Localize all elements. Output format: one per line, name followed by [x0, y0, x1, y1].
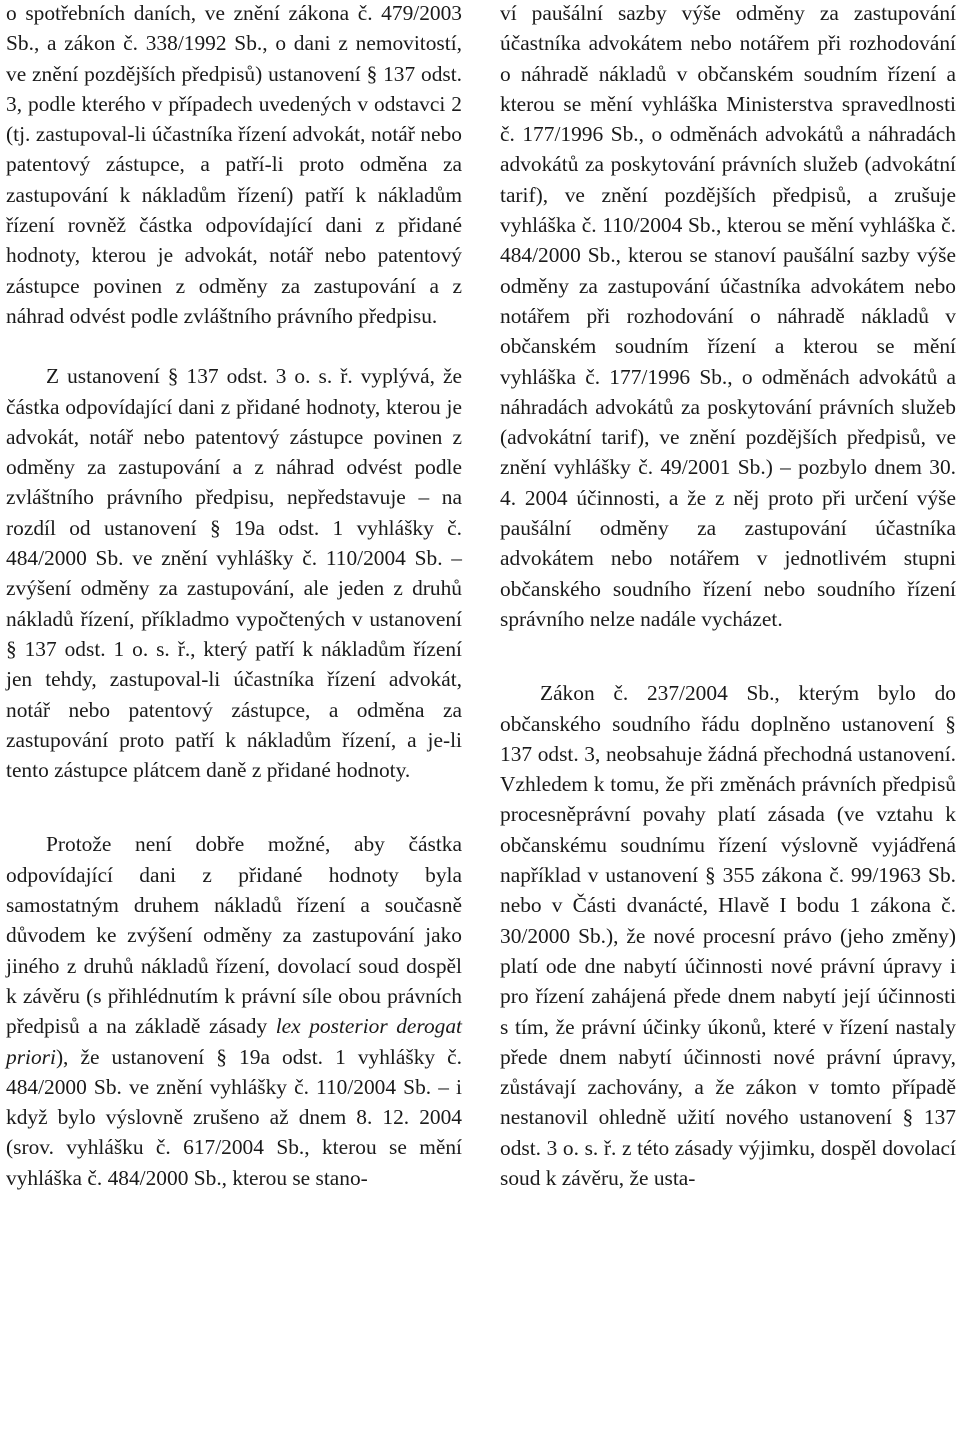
- right-column: [500, 0, 956, 1193]
- left-paragraph-3: [6, 829, 462, 1193]
- left-column: [6, 0, 462, 1193]
- left-paragraph-3-text-a: Protože není dobře možné, aby částka odpovídající dani z přidané hodnoty byla samostatným druhem nákladů řízení a současně důvodem ke zvýšení odměny za zastupování jako jiného z druhů nákladů řízení, dovolací soud dospěl k závěru (s přihlédnutím k právní síle obou právních předpisů a na základě zásady: [6, 832, 462, 1039]
- left-paragraph-3-text-b: ), že ustanovení § 19a odst. 1 vyhlášky č. 484/2000 Sb. ve znění vyhlášky č. 110/2004 Sb. – i když bylo výslovně zrušeno až dnem 8. 12. 2004 (srov. vyhlášku č. 617/2004 Sb., kterou se mění vyhláška č. 484/2000 Sb., kterou se stano-: [6, 1044, 462, 1190]
- right-paragraph-2: Zákon č. 237/2004 Sb., kterým bylo do občanského soudního řádu doplněno ustanovení § 137 odst. 3, neobsahuje žádná přechodná ustanovení. Vzhledem k tomu, že při změnách právních předpisů procesněprávní povahy platí zásada (ve vztahu k občanskému soudnímu řízení výslovně vyjádřená například v ustanovení § 355 zákona č. 99/1963 Sb. nebo v Části dvanácté, Hlavě I bodu 1 zákona č. 30/2000 Sb.), že nové procesní právo (jeho změny) platí ode dne nabytí účinnosti nové právní úpravy i pro řízení zahájená přede dnem nabytí její účinnosti s tím, že právní účinky úkonů, které v řízení nastaly přede dnem nabytí účinnosti nové právní úpravy, zůstávají zachovány, a že zákon v tomto případě nestanovil ohledně užití nového ustanovení § 137 odst. 3 o. s. ř. z této zásady výjimku, dospěl dovolací soud k závěru, že usta-: [500, 681, 956, 1190]
- latin-maxim: lex posterior derogat priori: [6, 1014, 462, 1069]
- left-paragraph-2: Z ustanovení § 137 odst. 3 o. s. ř. vyplývá, že částka odpovídající dani z přidané hodnoty, kterou je advokát, notář nebo patentový zástupce povinen z odměny za zastupování a z náhrad odvést podle zvláštního právního předpisu, nepředstavuje – na rozdíl od ustanovení § 19a odst. 1 vyhlášky č. 484/2000 Sb. ve znění vyhlášky č. 110/2004 Sb. – zvýšení odměny za zastupování, ale jeden z druhů nákladů řízení, příkladmo vypočtených v ustanovení § 137 odst. 1 o. s. ř., který patří k nákladům řízení jen tehdy, zastupoval-li účastníka řízení advokát, notář nebo patentový zástupce, a odměna za zastupování proto patří k nákladům řízení, a je-li tento zástupce plátcem daně z přidané hodnoty.: [6, 364, 462, 783]
- right-paragraph-1: ví paušální sazby výše odměny za zastupování účastníka advokátem nebo notářem při rozhodování o náhradě nákladů v občanském soudním řízení a kterou se mění vyhláška Ministerstva spravedlnosti č. 177/1996 Sb., o odměnách advokátů a náhradách advokátů za poskytování právních služeb (advokátní tarif), ve znění pozdějších předpisů, a zrušuje vyhláška č. 110/2004 Sb., kterou se mění vyhláška č. 484/2000 Sb., kterou se stanoví paušální sazby výše odměny za zastupování účastníka advokátem nebo notářem při rozhodování o náhradě nákladů v občanském soudním řízení a kterou se mění vyhláška č. 177/1996 Sb., o odměnách advokátů a náhradách advokátů za poskytování právních služeb (advokátní tarif), ve znění pozdějších předpisů, ve znění vyhlášky č. 49/2001 Sb.) – pozbylo dnem 30. 4. 2004 účinnosti, a že z něj proto při určení výše paušální odměny za zastupování účastníka advokátem nebo notářem v jednotlivém stupni občanského soudního řízení nebo soudního řízení správního nelze nadále vycházet.: [500, 1, 956, 631]
- left-paragraph-1: o spotřebních daních, ve znění zákona č. 479/2003 Sb., a zákon č. 338/1992 Sb., o dani z nemovitostí, ve znění pozdějších předpisů) ustanovení § 137 odst. 3, podle kterého v případech uvedených v odstavci 2 (tj. zastupoval-li účastníka řízení advokát, notář nebo patentový zástupce, a patří-li proto odměna za zastupování k nákladům řízení) patří k nákladům řízení rovněž částka odpovídající dani z přidané hodnoty, kterou je advokát, notář nebo patentový zástupce povinen z odměny za zastupování a z náhrad odvést podle zvláštního právního předpisu.: [6, 1, 462, 328]
